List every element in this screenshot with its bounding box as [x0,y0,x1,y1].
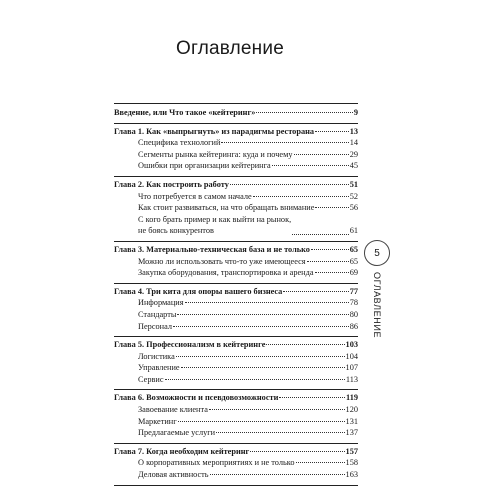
dot-leader [230,184,349,185]
toc-section [114,124,358,177]
toc-subentry[interactable] [114,191,358,203]
toc-entry-title: Глава 7. Когда необходим кейтеринг [114,446,250,456]
dot-leader [176,356,345,357]
running-head: ОГЛАВЛЕНИЕ [372,272,382,339]
toc-entry-title: Сервис [138,374,164,384]
toc-chapter-entry[interactable] [114,339,358,351]
toc-page-number: 45 [349,161,358,171]
dot-leader [315,272,349,273]
dot-leader [256,112,352,113]
toc-page-number: 29 [349,149,358,159]
dot-leader [210,474,345,475]
dot-leader [177,314,348,315]
dot-leader [266,344,344,345]
toc-page-number: 86 [349,321,358,331]
toc-subentry[interactable] [114,457,358,469]
toc-subentry[interactable] [114,267,358,279]
dot-leader [296,462,345,463]
toc-subentry[interactable] [114,149,358,161]
toc-entry-title-line1: С кого брать пример и как выйти на рынок, [138,214,292,224]
toc-page-number: 131 [345,416,358,426]
toc-chapter-entry[interactable] [114,286,358,298]
dot-leader [294,154,349,155]
toc-page-number: 14 [349,138,358,148]
toc-entry-title: Глава 1. Как «выпрыгнуть» из парадигмы ресторана [114,126,315,136]
toc-page-number: 13 [349,126,358,136]
toc-subentry[interactable] [114,256,358,268]
toc-entry-title: Сегменты рынка кейтеринга: куда и почему [138,149,293,159]
dot-leader [311,249,349,250]
toc-page-number: 157 [345,446,358,456]
dot-leader [253,196,349,197]
toc-subentry[interactable] [114,202,358,214]
toc-entry-title: Деловая активность [138,470,209,480]
dot-leader [185,302,349,303]
toc-page-number: 65 [349,256,358,266]
dot-leader [315,207,348,208]
side-tab [364,240,392,480]
toc-page-number: 65 [349,244,358,254]
toc-entry-title-line2: не боясь конкурентов [138,226,214,236]
toc-entry-title [138,214,291,237]
toc-subentry[interactable] [114,416,358,428]
toc-subentry[interactable] [114,214,358,237]
dot-leader [216,432,344,433]
toc-entry-title: Глава 3. Материально-техническая база и не только [114,244,310,254]
toc-page-number: 56 [349,203,358,213]
page-number-badge: 5 [364,240,390,266]
toc-chapter-entry[interactable] [114,179,358,191]
toc-entry-title: Персонал [138,321,172,331]
table-of-contents [114,103,358,486]
toc-page-number: 69 [349,268,358,278]
dot-leader [272,165,349,166]
dot-leader [221,142,348,143]
dot-leader [165,379,345,380]
toc-subentry[interactable] [114,404,358,416]
toc-page-number: 107 [345,363,358,373]
dot-leader [178,421,345,422]
toc-entry-title: О корпоративных мероприятиях и не только [138,458,295,468]
toc-page-number: 158 [345,458,358,468]
toc-page-number: 103 [345,340,358,350]
toc-section [114,444,358,486]
toc-section [114,284,358,337]
toc-subentry[interactable] [114,309,358,321]
toc-entry-title: Специфика технологий [138,138,221,148]
toc-entry-title: Маркетинг [138,416,177,426]
toc-entry-title: Глава 6. Возможности и псевдовозможности [114,393,279,403]
toc-subentry[interactable] [114,160,358,172]
toc-subentry[interactable] [114,427,358,439]
toc-entry-title: Как стоит развиваться, на что обращать внимание [138,203,315,213]
toc-page-number: 119 [346,393,358,403]
toc-entry-title: Глава 2. Как построить работу [114,179,229,189]
toc-entry-title: Ошибки при организации кейтеринга [138,161,271,171]
dot-leader [283,291,348,292]
toc-section [114,104,358,124]
toc-page-number: 78 [349,298,358,308]
dot-leader [292,234,349,235]
dot-leader [173,326,349,327]
toc-chapter-entry[interactable] [114,244,358,256]
toc-subentry[interactable] [114,137,358,149]
toc-chapter-entry[interactable] [114,392,358,404]
toc-page-number: 80 [349,309,358,319]
toc-page-number: 163 [345,470,358,480]
toc-page-number: 61 [349,226,358,236]
toc-page-number: 52 [349,191,358,201]
toc-subentry[interactable] [114,362,358,374]
toc-entry-title: Завоевание клиента [138,405,208,415]
toc-entry-title: Предлагаемые услуги [138,428,216,438]
toc-page-number: 137 [345,428,358,438]
toc-section [114,337,358,390]
dot-leader [209,409,345,410]
dot-leader [250,451,344,452]
toc-section [114,242,358,284]
dot-leader [315,131,349,132]
toc-entry-title: Глава 5. Профессионализм в кейтеринге [114,340,266,350]
toc-page-number: 120 [345,405,358,415]
toc-subentry[interactable] [114,297,358,309]
toc-page-number: 104 [345,351,358,361]
toc-subentry[interactable] [114,321,358,333]
toc-subentry[interactable] [114,469,358,481]
toc-entry-title: Введение, или Что такое «кейтеринг» [114,108,256,117]
page-title: Оглавление [176,38,284,59]
toc-subentry[interactable] [114,374,358,386]
dot-leader [307,261,349,262]
dot-leader [181,367,345,368]
toc-entry-title: Закупка оборудования, транспортировка и аренда [138,268,314,278]
toc-chapter-entry[interactable] [114,107,358,119]
dot-leader [279,397,345,398]
toc-entry-title: Можно ли использовать что-то уже имеющееся [138,256,306,266]
toc-entry-title: Стандарты [138,309,177,319]
toc-entry-title: Информация [138,298,184,308]
toc-page-number: 113 [345,374,358,384]
toc-section [114,390,358,443]
toc-page-number: 51 [349,179,358,189]
toc-subentry[interactable] [114,351,358,363]
toc-page-number: 77 [349,286,358,296]
toc-entry-title: Глава 4. Три кита для опоры вашего бизнеса [114,286,283,296]
toc-chapter-entry[interactable] [114,126,358,138]
toc-page-number: 9 [353,108,358,117]
toc-entry-title: Что потребуется в самом начале [138,191,252,201]
toc-entry-title: Управление [138,363,180,373]
toc-chapter-entry[interactable] [114,446,358,458]
toc-section [114,177,358,242]
toc-entry-title: Логистика [138,351,175,361]
